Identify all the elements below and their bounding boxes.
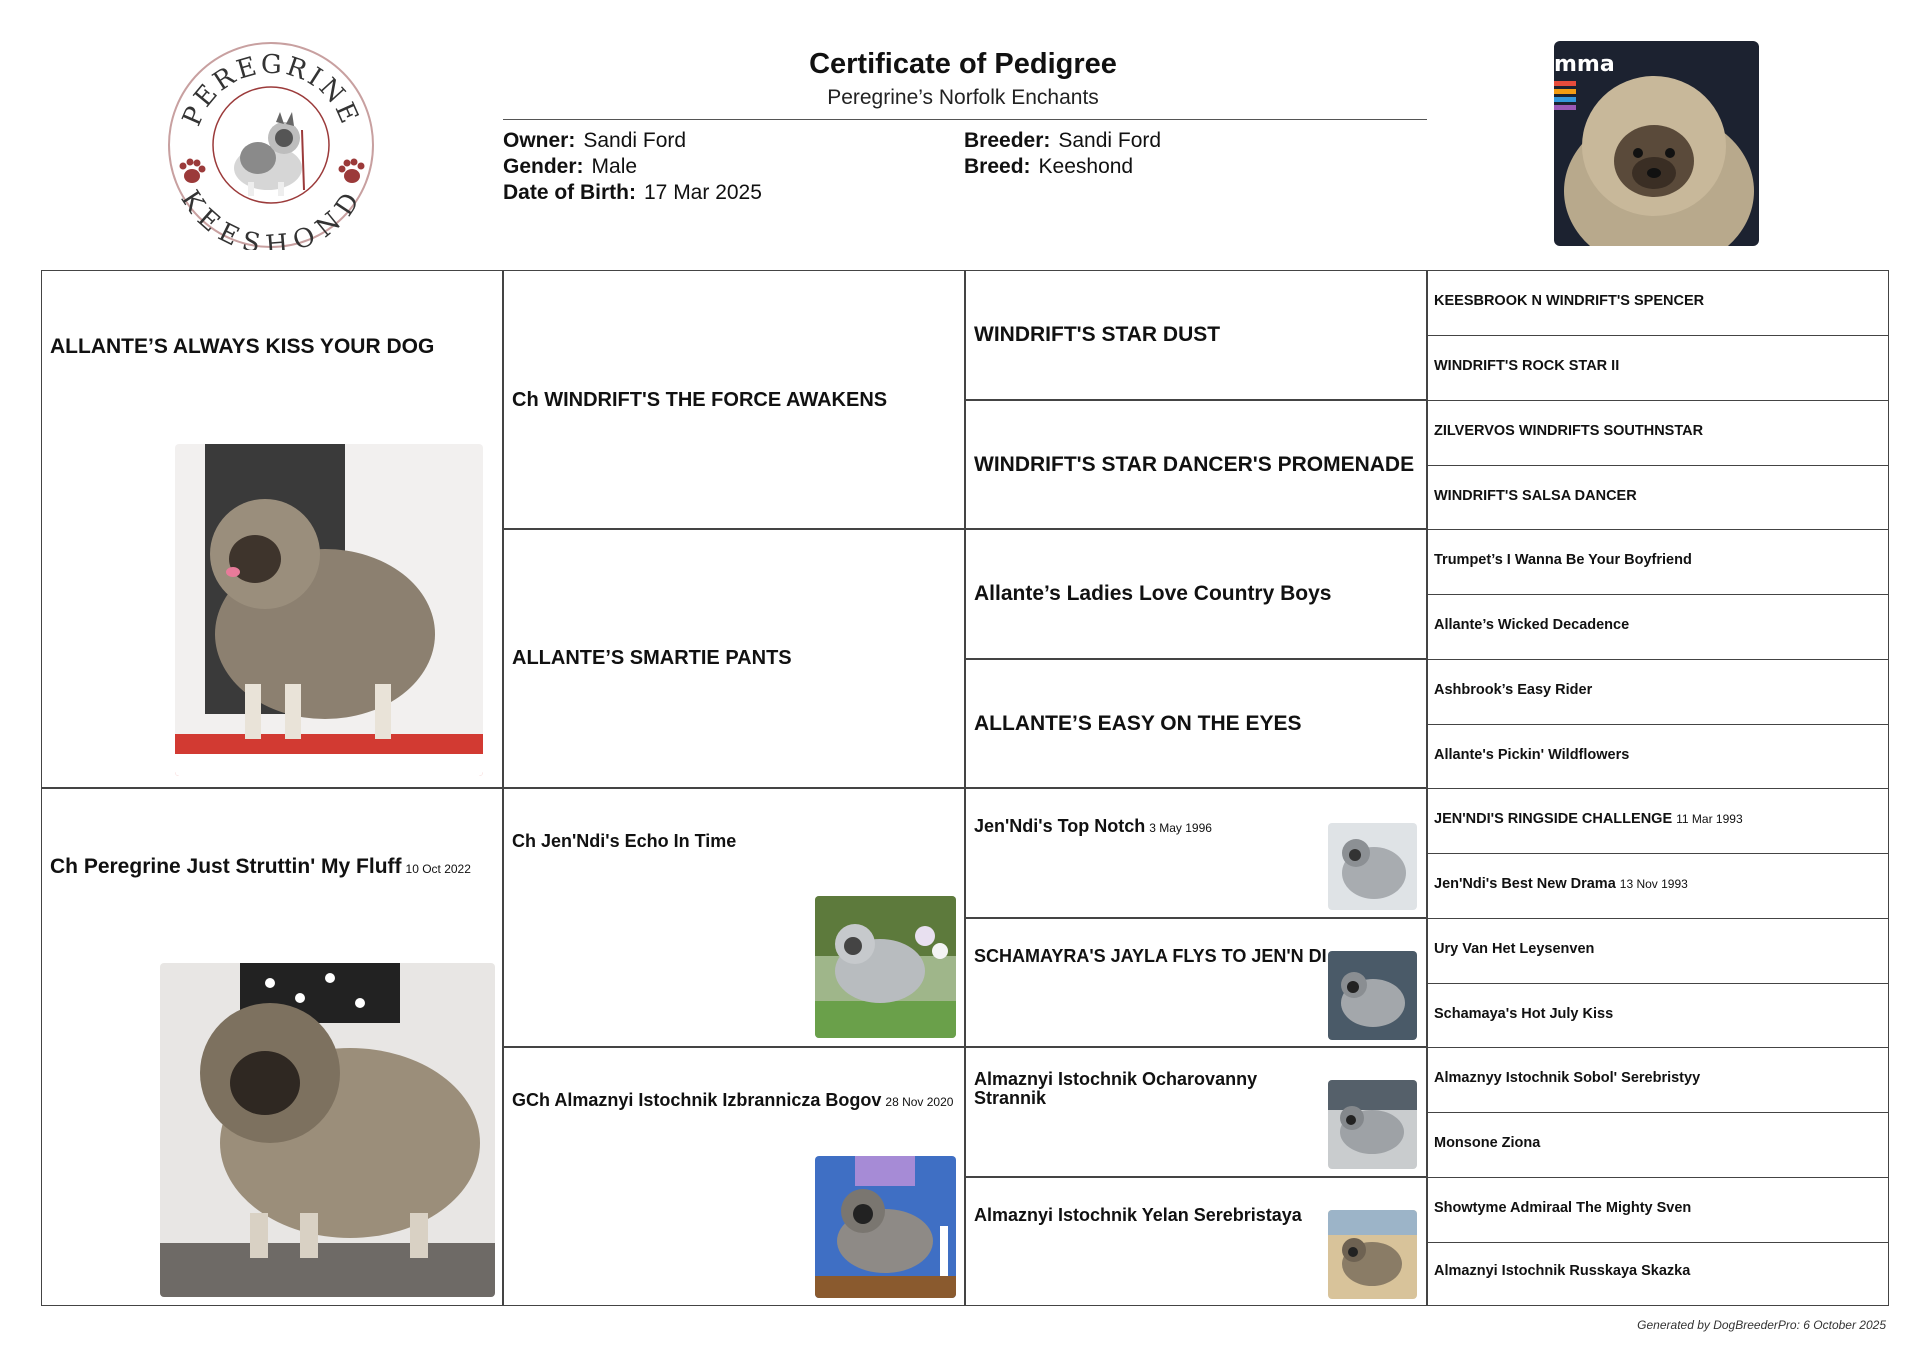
gen4-name: Allante's Pickin' Wildflowers: [1434, 747, 1630, 763]
gen4-name: Allante’s Wicked Decadence: [1434, 617, 1630, 633]
breed-label: Breed:: [964, 155, 1031, 178]
gen3-cell: [965, 400, 1427, 529]
logo-text-top: PEREGRINE: [177, 49, 366, 131]
gender-label: Gender:: [503, 155, 584, 178]
gen4-cell: [1427, 1112, 1889, 1178]
gen4-name: WINDRIFT'S ROCK STAR II: [1434, 358, 1620, 374]
gen4-birth-date: 13 Nov 1993: [1619, 877, 1688, 891]
gen4-cell: [1427, 1047, 1889, 1113]
sire-name: ALLANTE’S ALWAYS KISS YOUR DOG: [50, 335, 435, 358]
dam-name: Ch Peregrine Just Struttin' My Fluff: [50, 855, 402, 878]
dam-birth-date: 10 Oct 2022: [405, 862, 471, 876]
gen3-name: Almaznyi Istochnik Yelan Serebristaya: [974, 1205, 1302, 1225]
gen4-name-row: [1434, 876, 1688, 892]
dam-sire-photo: [815, 896, 956, 1038]
gen4-cell: [1427, 724, 1889, 789]
gen4-name: JEN'NDI'S RINGSIDE CHALLENGE: [1434, 811, 1673, 827]
gen4-name: Showtyme Admiraal The Mighty Sven: [1434, 1200, 1692, 1216]
gen3-name-row: [974, 816, 1212, 837]
puppy-photo: [1554, 41, 1759, 246]
owner-value: Sandi Ford: [583, 129, 687, 152]
breeder-label: Breeder:: [964, 129, 1051, 152]
owner-row: [503, 129, 686, 153]
gen4-cell: [1427, 983, 1889, 1048]
sire-cell: [41, 270, 503, 788]
gen4-cell: [1427, 1242, 1889, 1306]
gen4-cell: [1427, 465, 1889, 530]
gen4-name: KEESBROOK N WINDRIFT'S SPENCER: [1434, 293, 1705, 309]
gen3-cell: [965, 659, 1427, 788]
gen4-name: Trumpet’s I Wanna Be Your Boyfriend: [1434, 552, 1692, 568]
gen4-cell: [1427, 594, 1889, 660]
gen4-name: Monsone Ziona: [1434, 1135, 1541, 1151]
gen4-birth-date: 11 Mar 1993: [1676, 812, 1743, 826]
gen4-cell: [1427, 659, 1889, 725]
gen4-name: Almaznyy Istochnik Sobol' Serebristyy: [1434, 1070, 1701, 1086]
gen3-photo: [1328, 951, 1417, 1040]
gen3-name: ALLANTE’S EASY ON THE EYES: [974, 712, 1302, 735]
gen3-cell: [965, 529, 1427, 659]
dam-dam-birth-date: 28 Nov 2020: [885, 1095, 954, 1109]
sire-dam-name: ALLANTE’S SMARTIE PANTS: [512, 647, 792, 669]
dam-photo: [160, 963, 495, 1297]
dam-dam-photo: [815, 1156, 956, 1298]
gen3-cell: [965, 1047, 1427, 1177]
dam-dam-name: GCh Almaznyi Istochnik Izbrannicza Bogov: [512, 1090, 882, 1110]
sire-dam-cell: [503, 529, 965, 788]
dam-sire-cell: [503, 788, 965, 1047]
dob-label: Date of Birth:: [503, 181, 636, 204]
sire-photo: [175, 444, 483, 776]
gen4-name: Schamaya's Hot July Kiss: [1434, 1006, 1614, 1022]
gen3-cell: [965, 788, 1427, 918]
gen4-cell: [1427, 788, 1889, 854]
gen3-photo: [1328, 823, 1417, 910]
breeder-value: Sandi Ford: [1058, 129, 1162, 152]
dam-dam-name-row: [512, 1090, 953, 1111]
gen3-name: Almaznyi Istochnik Ocharovanny Strannik: [974, 1069, 1258, 1108]
gen4-cell: [1427, 529, 1889, 595]
gen4-cell: [1427, 918, 1889, 984]
gen3-cell: [965, 270, 1427, 400]
dam-dam-cell: [503, 1047, 965, 1306]
gen4-name: ZILVERVOS WINDRIFTS SOUTHNSTAR: [1434, 423, 1704, 439]
gen4-cell: [1427, 1177, 1889, 1243]
generated-by-footer: Generated by DogBreederPro: 6 October 2025: [1637, 1318, 1886, 1332]
gen4-name: Jen'Ndi's Best New Drama: [1434, 876, 1616, 892]
gen3-name: WINDRIFT'S STAR DUST: [974, 323, 1221, 346]
gender-value: Male: [591, 155, 638, 178]
dam-name-row: [50, 855, 471, 879]
logo-text-bottom: KEESHOND: [174, 185, 368, 250]
kennel-logo: [166, 40, 376, 250]
dam-cell: [41, 788, 503, 1306]
breed-value: Keeshond: [1038, 155, 1134, 178]
gen3-cell: [965, 918, 1427, 1047]
gen4-name: WINDRIFT'S SALSA DANCER: [1434, 488, 1637, 504]
puppy-banner-text: mma: [1554, 52, 1615, 77]
gen4-cell: [1427, 270, 1889, 336]
header-divider: [503, 119, 1427, 120]
sire-sire-cell: [503, 270, 965, 529]
dob-value: 17 Mar 2025: [644, 181, 762, 204]
gen3-name: Allante’s Ladies Love Country Boys: [974, 582, 1332, 605]
breed-row: [964, 155, 1133, 179]
breeder-row: [964, 129, 1161, 153]
gen4-cell: [1427, 853, 1889, 919]
dam-sire-name: Ch Jen'Ndi's Echo In Time: [512, 831, 737, 851]
gen3-name: SCHAMAYRA'S JAYLA FLYS TO JEN'N DI: [974, 946, 1327, 966]
gender-row: [503, 155, 637, 179]
gen4-name-row: [1434, 811, 1743, 827]
gen3-cell: [965, 1177, 1427, 1306]
gen4-cell: [1427, 400, 1889, 466]
dog-registered-name: Peregrine’s Norfolk Enchants: [827, 86, 1099, 109]
gen3-birth-date: 3 May 1996: [1149, 821, 1212, 835]
owner-label: Owner:: [503, 129, 576, 152]
page-title: Certificate of Pedigree: [809, 48, 1117, 80]
gen3-name: Jen'Ndi's Top Notch: [974, 816, 1146, 836]
gen4-cell: [1427, 335, 1889, 401]
gen4-name: Ashbrook’s Easy Rider: [1434, 682, 1593, 698]
dob-row: [503, 181, 762, 205]
gen4-name: Almaznyi Istochnik Russkaya Skazka: [1434, 1263, 1691, 1279]
gen3-photo: [1328, 1080, 1417, 1169]
gen3-name: WINDRIFT'S STAR DANCER'S PROMENADE: [974, 453, 1415, 476]
sire-sire-name: Ch WINDRIFT'S THE FORCE AWAKENS: [512, 389, 888, 411]
gen3-photo: [1328, 1210, 1417, 1299]
gen4-name: Ury Van Het Leysenven: [1434, 941, 1595, 957]
